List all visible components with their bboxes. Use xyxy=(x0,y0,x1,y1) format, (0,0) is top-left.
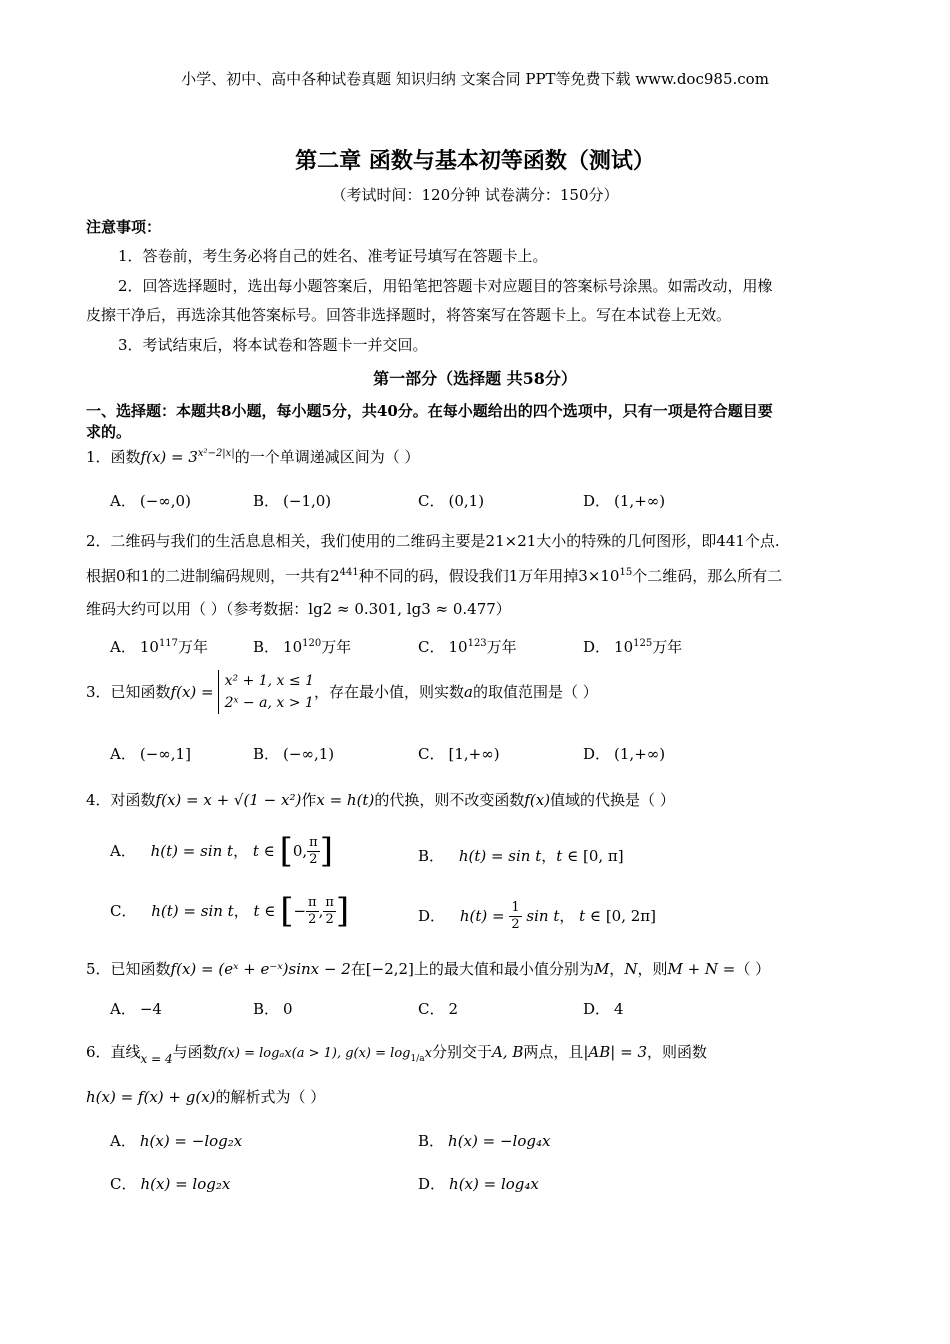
option-label: C． xyxy=(418,1000,445,1018)
q3-text-b: 的取值范围是（ ） xyxy=(472,683,598,701)
option-exp: 123 xyxy=(467,638,487,649)
q5-function: f(x) = (eˣ + e⁻ˣ)sinx − 2 xyxy=(170,960,351,978)
option-value: [1,+∞) xyxy=(448,745,500,763)
option-label: A． xyxy=(110,1000,136,1018)
q2-power2-base: 3×10 xyxy=(578,567,620,585)
option-label: C． xyxy=(110,1175,137,1193)
option-domain-prefix: t ∈ xyxy=(253,902,276,920)
q2-option-a[interactable] xyxy=(110,636,208,657)
option-value: −4 xyxy=(139,1000,162,1018)
q2-power-exp: 441 xyxy=(339,567,359,578)
question-6-line-1 xyxy=(86,1040,707,1071)
option-label: C． xyxy=(418,492,445,510)
q4-option-b[interactable]: B． h(t) = sin t，t ∈ [0, π] xyxy=(418,847,624,865)
option-domain-fraction-lower xyxy=(306,895,319,928)
q3-case-1: x² + 1, x ≤ 1 xyxy=(224,673,314,689)
question-2-line-3 xyxy=(86,598,511,619)
fraction-denominator: 2 xyxy=(309,851,318,867)
option-label: A． xyxy=(110,638,136,656)
q3-piecewise xyxy=(218,670,314,714)
option-value: h(x) = −log₂x xyxy=(139,1132,243,1150)
option-unit: 万年 xyxy=(321,638,352,656)
bracket-icon: ] xyxy=(335,891,350,931)
q6-text-a: 与函数 xyxy=(172,1043,218,1061)
fraction-numerator: π xyxy=(309,834,318,850)
q3-variable: a xyxy=(464,683,473,701)
bracket-icon: [ xyxy=(280,891,294,931)
option-domain: [0, π] xyxy=(582,847,624,865)
q2-text-d: 种不同的码，假设我们1万年用掉 xyxy=(358,567,579,585)
q5-text-b: 上的最大值和最小值分别为 xyxy=(413,960,594,978)
option-label: D． xyxy=(583,492,611,510)
option-substitution: h(t) = sin t xyxy=(458,847,542,865)
option-value: (0,1) xyxy=(448,492,485,510)
q5-option-a[interactable] xyxy=(110,998,162,1019)
q4-option-c[interactable]: C． h(t) = sin t， t ∈ [− $\frac{\pi}{2}$ , $\frac{\pi}{2}$ ] xyxy=(110,891,350,931)
q3-prefix: 3．已知函数 xyxy=(86,683,171,701)
q5-text-d: （ ） xyxy=(735,960,771,978)
option-label: B． xyxy=(253,745,280,763)
option-value: (1,+∞) xyxy=(614,492,666,510)
q6-functions-end: x xyxy=(424,1046,432,1061)
option-label: D． xyxy=(418,1175,446,1193)
option-value: 2 xyxy=(448,1000,459,1018)
option-domain-prefix: t ∈ xyxy=(252,842,275,860)
option-domain-prefix: t ∈ xyxy=(579,907,602,925)
option-value: 0 xyxy=(283,1000,293,1018)
q2-text-e: 个二维码，那么所有二 xyxy=(632,567,783,585)
q6-option-c[interactable] xyxy=(110,1173,230,1194)
q5-prefix: 5．已知函数 xyxy=(86,960,171,978)
option-exp: 120 xyxy=(302,638,322,649)
q2-text-a: 2．二维码与我们的生活息息相关，我们使用的二维码主要是 xyxy=(86,532,486,550)
q1-option-c[interactable] xyxy=(418,490,484,511)
option-base: 10 xyxy=(139,638,159,656)
option-label: A． xyxy=(110,1132,136,1150)
q5-separator: ， xyxy=(609,960,625,978)
notice-heading: 注意事项： xyxy=(86,218,162,236)
question-6-line-2 xyxy=(86,1086,325,1107)
q6-text-d: ，则函数 xyxy=(647,1043,708,1061)
q6-points: A, B xyxy=(491,1043,524,1061)
fraction-denominator: 2 xyxy=(308,911,317,927)
q5-text-c: ，则 xyxy=(637,960,668,978)
option-label: D． xyxy=(583,1000,611,1018)
page-title: 第二章 函数与基本初等函数（测试） xyxy=(295,148,655,174)
notice-item-1: 1．答卷前，考生务必将自己的姓名、准考证号填写在答题卡上。 xyxy=(118,247,548,265)
q4-option-d[interactable]: D． h(t) = $\frac{1}{2}$ sin t， t ∈ [0, 2π] xyxy=(418,899,657,932)
option-label: A． xyxy=(110,745,136,763)
q1-option-b[interactable] xyxy=(253,490,331,511)
bracket-icon: [ xyxy=(279,831,293,871)
q2-math-size: 21×21 xyxy=(485,532,537,550)
q2-text-b: 大小的特殊的几何图形，即441个点. xyxy=(536,532,780,550)
option-value: (−1,0) xyxy=(283,492,332,510)
option-value: h(x) = log₂x xyxy=(140,1175,231,1193)
question-2-line-2 xyxy=(86,565,782,586)
q6-option-a[interactable] xyxy=(110,1130,242,1151)
section-instructions: 一、选择题：本题共8小题，每小题5分，共40分。在每小题给出的四个选项中，只有一项是符合题目要 xyxy=(86,402,773,420)
q2-option-d[interactable] xyxy=(583,636,682,657)
exam-info: （考试时间：120分钟 试卷满分：150分） xyxy=(331,186,619,204)
q6-log-base: 1/a xyxy=(410,1054,425,1064)
option-value: (−∞,1) xyxy=(283,745,335,763)
option-label: D． xyxy=(583,638,611,656)
option-exp: 125 xyxy=(633,638,653,649)
q2-option-b[interactable] xyxy=(253,636,351,657)
q1-suffix: 的一个单调递减区间为（ ） xyxy=(234,448,420,466)
q5-option-c[interactable] xyxy=(418,998,458,1019)
q3-option-b[interactable] xyxy=(253,743,334,764)
q6-functions: f(x) = logₐx(a > 1), g(x) = log xyxy=(217,1046,411,1061)
option-base: 10 xyxy=(614,638,634,656)
q5-min-var: N xyxy=(624,960,638,978)
option-value: (−∞,1] xyxy=(139,745,191,763)
option-label: B． xyxy=(253,638,280,656)
q2-option-c[interactable] xyxy=(418,636,517,657)
option-substitution-prefix: h(t) = xyxy=(459,907,505,925)
q6-prefix: 6．直线 xyxy=(86,1043,141,1061)
q4-text-c: 值域的代换是（ ） xyxy=(550,791,675,809)
option-domain-start: 0, xyxy=(292,842,308,860)
q3-text-a: ，存在最小值，则实数 xyxy=(314,683,465,701)
q4-text-b: 的代换，则不改变函数 xyxy=(374,791,525,809)
q2-text-f: 维码大约可以用（ ）（参考数据： xyxy=(86,600,309,618)
q5-sum: M + N = xyxy=(667,960,736,978)
option-value: h(x) = log₄x xyxy=(449,1175,539,1193)
option-label: B． xyxy=(418,847,445,865)
q4-text-a: 作 xyxy=(301,791,317,809)
q2-power2-exp: 15 xyxy=(619,567,633,578)
option-value: 4 xyxy=(614,1000,624,1018)
q1-option-d[interactable] xyxy=(583,490,665,511)
option-domain: [0, 2π] xyxy=(605,907,657,925)
option-unit: 万年 xyxy=(652,638,683,656)
question-2-line-1 xyxy=(86,530,780,551)
option-label: D． xyxy=(583,745,611,763)
q6-h-function: h(x) = f(x) + g(x) xyxy=(86,1088,216,1106)
q5-text-a: 在 xyxy=(350,960,366,978)
option-substitution-suffix: sin t xyxy=(526,907,560,925)
option-coefficient-fraction xyxy=(509,900,521,933)
option-label: A． xyxy=(110,842,136,860)
option-exp: 117 xyxy=(158,638,179,649)
option-substitution: h(t) = sin t xyxy=(151,902,234,920)
q6-text-b: 分别交于 xyxy=(431,1043,492,1061)
q5-max-var: M xyxy=(593,960,610,978)
section-title: 第一部分（选择题 共58分） xyxy=(373,369,577,388)
option-label: B． xyxy=(253,492,280,510)
page-header: 小学、初中、高中各种试卷真题 知识归纳 文案合同 PPT等免费下载 www.doc985.com xyxy=(181,70,769,88)
option-label: B． xyxy=(418,1132,445,1150)
q4-option-a[interactable]: A． h(t) = sin t， t ∈ [0, $\frac{\pi}{2}$ ] xyxy=(110,831,333,871)
q2-text-c: 根据0和1的二进制编码规则，一共有 xyxy=(86,567,331,585)
q3-option-d[interactable] xyxy=(583,743,665,764)
option-label: A． xyxy=(110,492,136,510)
q2-reference-data: lg2 ≈ 0.301, lg3 ≈ 0.477 xyxy=(308,600,496,618)
q6-option-d[interactable] xyxy=(418,1173,539,1194)
q5-option-b[interactable] xyxy=(253,998,293,1019)
question-4 xyxy=(86,789,675,810)
q6-text-e: 的解析式为（ ） xyxy=(215,1088,326,1106)
q5-option-d[interactable] xyxy=(583,998,624,1019)
bracket-icon: ] xyxy=(319,831,333,871)
q1-function: f(x) = 3 xyxy=(140,448,198,466)
option-base: 10 xyxy=(283,638,303,656)
q1-exponent: x²−2|x| xyxy=(197,448,235,459)
fraction-numerator: 1 xyxy=(511,899,520,915)
question-5 xyxy=(86,958,770,979)
section-instructions-cont: 求的。 xyxy=(86,423,132,441)
option-domain-fraction-upper xyxy=(323,895,336,928)
option-label: C． xyxy=(418,638,445,656)
option-value: (1,+∞) xyxy=(614,745,666,763)
notice-item-3: 3．考试结束后，将本试卷和答题卡一并交回。 xyxy=(118,336,428,354)
option-label: C． xyxy=(418,745,445,763)
option-substitution: h(t) = sin t xyxy=(150,842,234,860)
question-3 xyxy=(86,670,598,714)
question-1 xyxy=(86,446,419,467)
option-domain-fraction xyxy=(307,835,320,868)
option-label: C． xyxy=(110,902,137,920)
fraction-numerator: π xyxy=(308,894,317,910)
notice-item-2-cont: 皮擦干净后，再选涂其他答案标号。回答非选择题时，将答案写在答题卡上。写在本试卷上无效。 xyxy=(86,306,732,324)
option-base: 10 xyxy=(448,638,468,656)
q3-function: f(x) = xyxy=(170,683,214,701)
q3-option-a[interactable] xyxy=(110,743,191,764)
fraction-denominator: 2 xyxy=(511,916,520,932)
q4-substitution: x = h(t) xyxy=(316,791,375,809)
q1-prefix: 1．函数 xyxy=(86,448,141,466)
q3-option-c[interactable] xyxy=(418,743,500,764)
fraction-denominator: 2 xyxy=(325,911,334,927)
q6-distance: |AB| = 3 xyxy=(583,1043,647,1061)
q1-option-a[interactable] xyxy=(110,490,191,511)
q5-interval: [−2,2] xyxy=(365,960,414,978)
q6-text-c: 两点，且 xyxy=(523,1043,584,1061)
option-label: B． xyxy=(253,1000,280,1018)
option-domain-prefix: t ∈ xyxy=(556,847,579,865)
q4-prefix: 4．对函数 xyxy=(86,791,156,809)
option-label: D． xyxy=(418,907,446,925)
q6-line: x = 4 xyxy=(140,1052,173,1066)
notice-item-2: 2．回答选择题时，选出每小题答案后，用铅笔把答题卡对应题目的答案标号涂黑。如需改动，用橡 xyxy=(118,277,773,295)
q2-text-g: ） xyxy=(495,600,511,618)
q4-function-ref: f(x) xyxy=(524,791,551,809)
q3-case-2: 2ˣ − a, x > 1 xyxy=(224,695,314,711)
option-unit: 万年 xyxy=(486,638,517,656)
q6-option-b[interactable] xyxy=(418,1130,550,1151)
q2-power-base: 2 xyxy=(330,567,340,585)
q4-function: f(x) = x + √(1 − x²) xyxy=(155,791,302,809)
option-unit: 万年 xyxy=(178,638,209,656)
option-value: (−∞,0) xyxy=(139,492,191,510)
option-value: h(x) = −log₄x xyxy=(448,1132,551,1150)
fraction-numerator: π xyxy=(325,894,334,910)
